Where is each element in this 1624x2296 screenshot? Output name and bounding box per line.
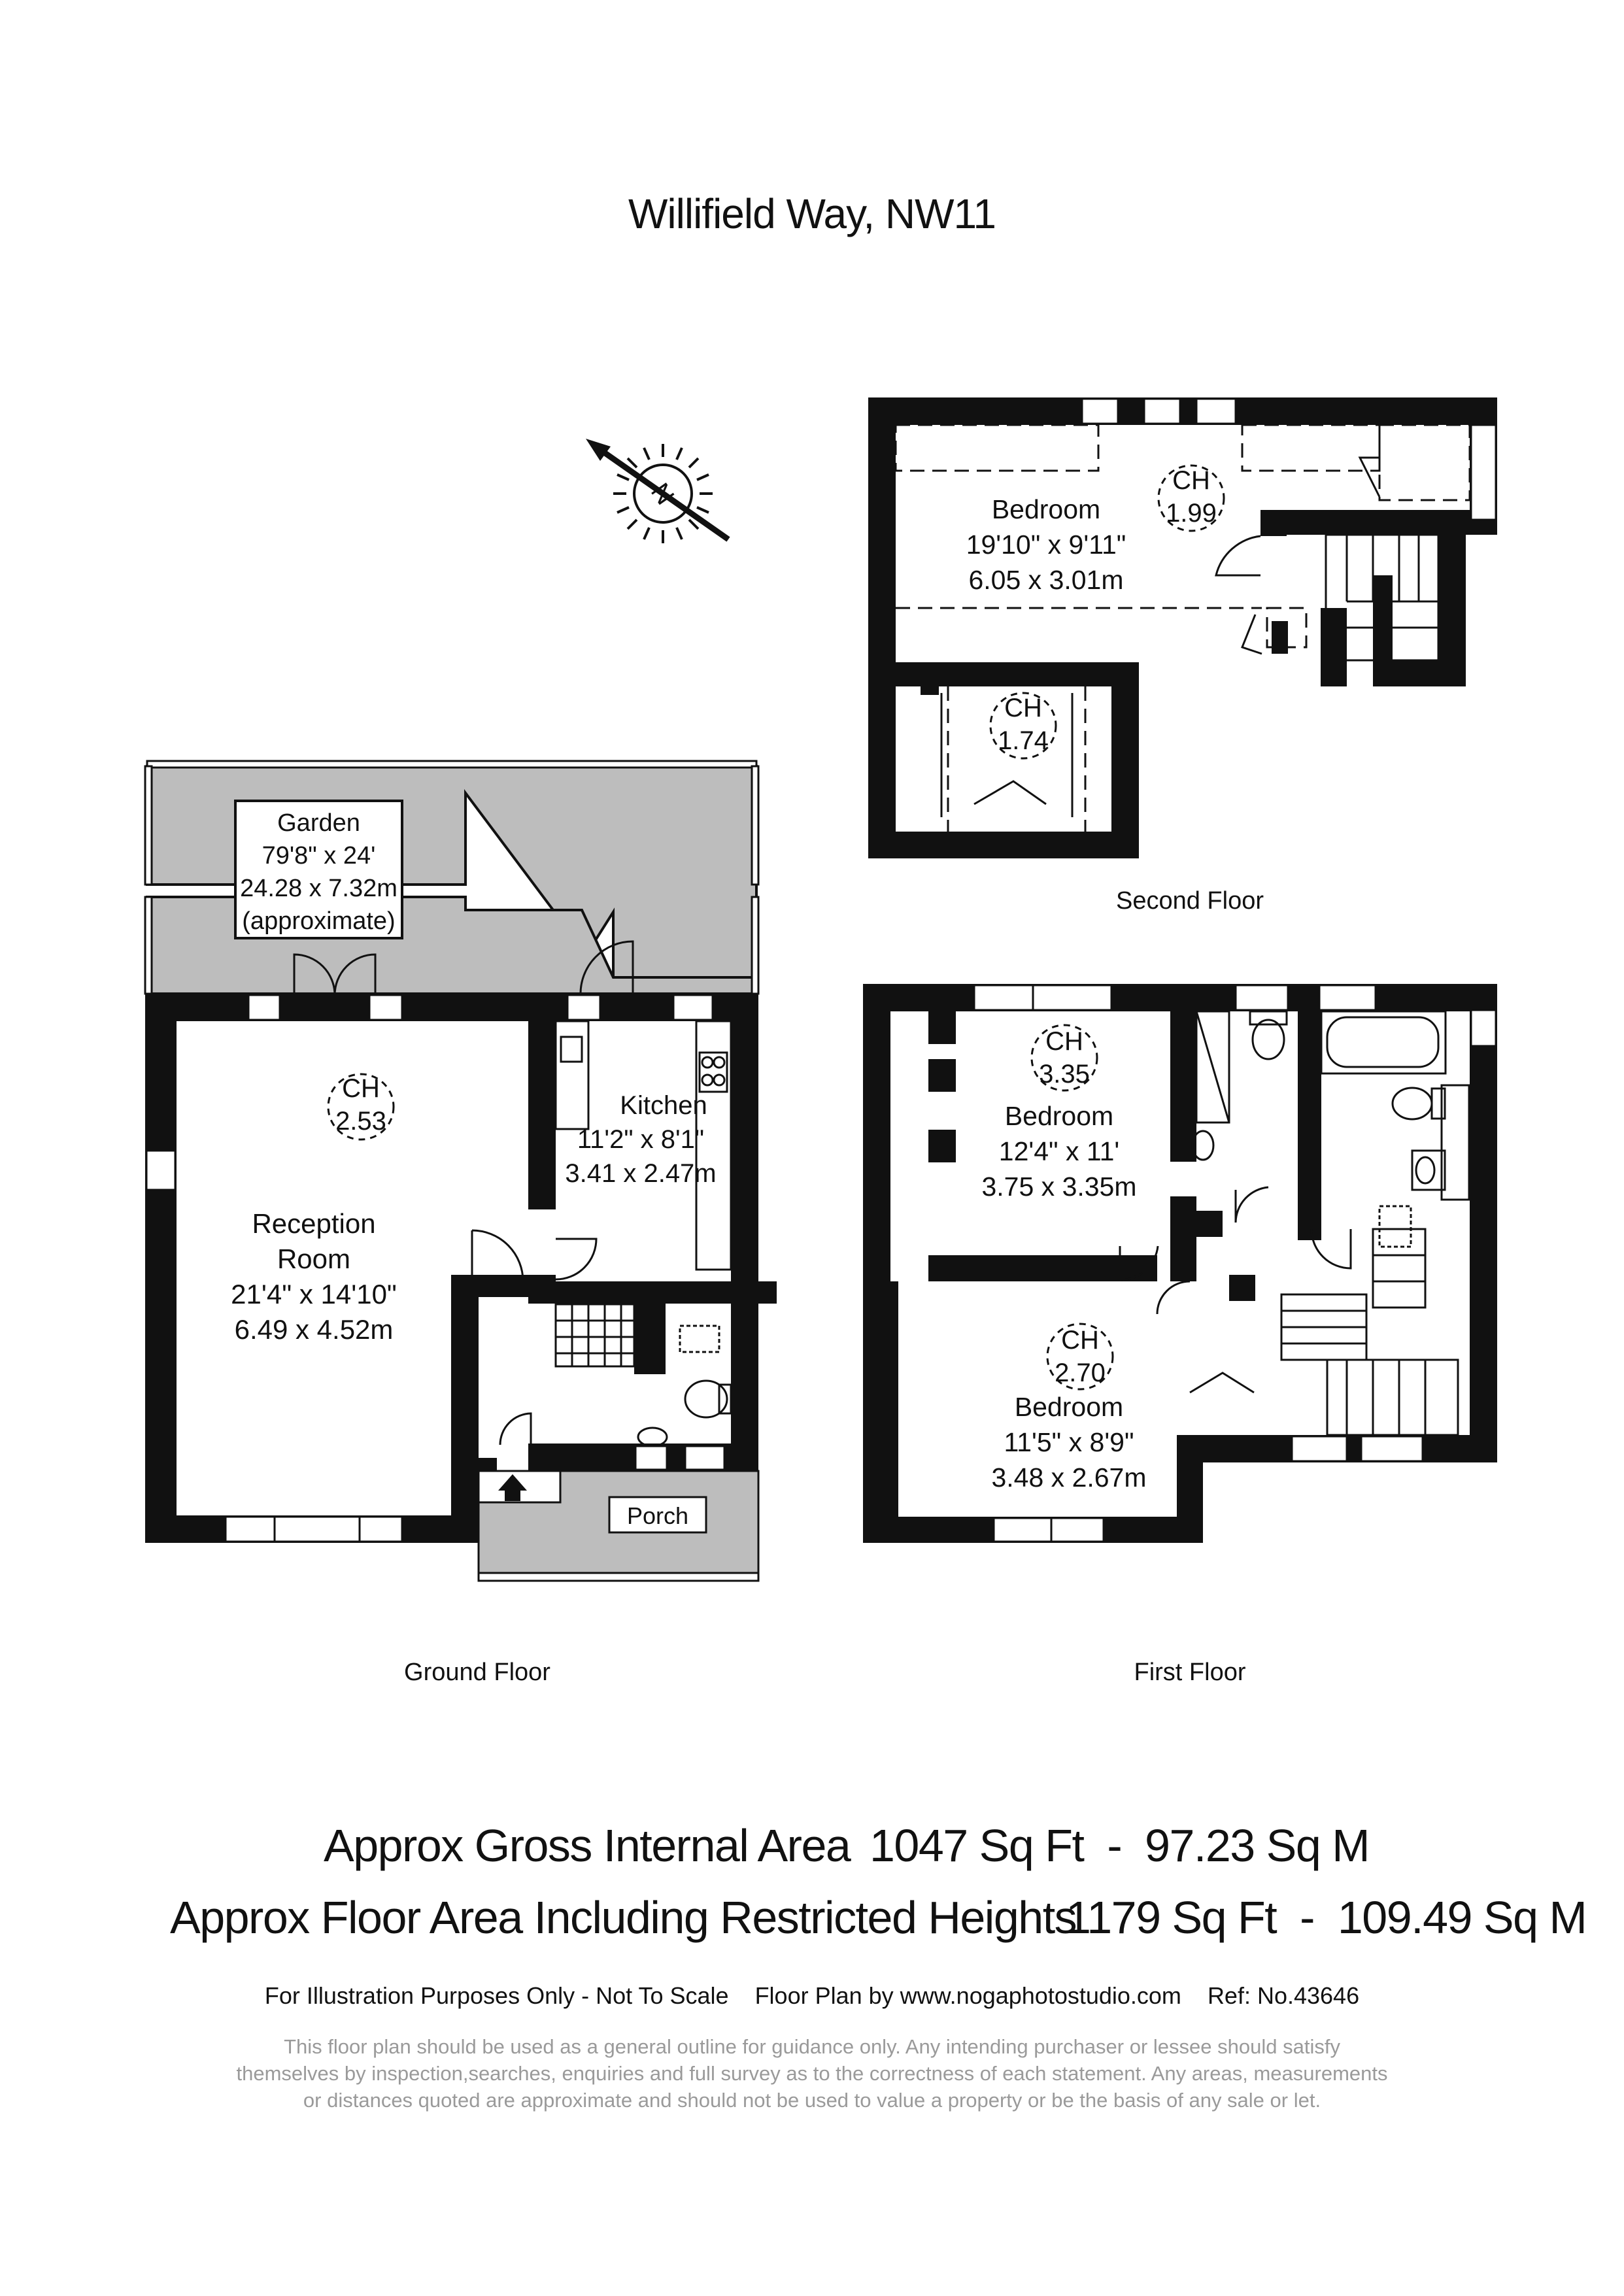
first-bed1-ch xyxy=(1032,1025,1097,1090)
kitchen-fixtures xyxy=(556,1021,731,1446)
footer-line xyxy=(0,1982,1624,2010)
second-store-ch-value: 1.74 xyxy=(998,726,1049,755)
gross-area-label: Approx Gross Internal Area xyxy=(324,1820,851,1871)
ground-stairs xyxy=(556,1304,634,1366)
second-floor-label: Second Floor xyxy=(1115,887,1264,915)
first-bed1-label xyxy=(951,1098,1167,1204)
gross-area-value: 1047 Sq Ft - 97.23 Sq M xyxy=(870,1820,1370,1871)
disclaimer-line-1: This floor plan should be used as a general outline for guidance only. Any intending purchaser or lessee should satisfy xyxy=(284,2035,1340,2058)
first-bed2-metric: 3.48 x 2.67m xyxy=(991,1462,1147,1493)
ground-floor-label: Ground Floor xyxy=(404,1659,550,1686)
reception-label xyxy=(203,1206,425,1347)
reception-imperial: 21'4" x 14'10" xyxy=(231,1279,397,1309)
reception-name-1: Reception xyxy=(252,1208,376,1239)
garden-name: Garden xyxy=(277,809,360,837)
disclaimer-line-2: themselves by inspection,searches, enquiries and full survey as to the correctness of each statement. Any areas, measurements xyxy=(236,2062,1388,2085)
second-store-ch-label: CH xyxy=(1004,694,1042,722)
porch-label: Porch xyxy=(626,1502,689,1529)
first-bed2-label xyxy=(961,1389,1177,1495)
first-bed2-imperial: 11'5" x 8'9" xyxy=(1004,1427,1134,1457)
first-bed1-metric: 3.75 x 3.35m xyxy=(981,1172,1137,1202)
second-bed-metric: 6.05 x 3.01m xyxy=(968,565,1124,595)
first-bed1-ch-value: 3.35 xyxy=(1039,1060,1090,1089)
kitchen-imperial: 11'2" x 8'1" xyxy=(577,1125,705,1154)
garden-metric: 24.28 x 7.32m xyxy=(240,875,398,902)
reception-ch-label: CH xyxy=(342,1074,380,1103)
restricted-area-label: Approx Floor Area Including Restricted Heights xyxy=(170,1892,1077,1943)
disclaimer-line-3: or distances quoted are approximate and should not be used to value a property or be the basis of any sale or let. xyxy=(303,2089,1321,2112)
garden-note: (approximate) xyxy=(242,907,396,935)
second-bed-ch-value: 1.99 xyxy=(1166,499,1217,528)
second-bed-label xyxy=(935,492,1157,598)
first-bed2-ch xyxy=(1047,1324,1113,1389)
first-bed1-name: Bedroom xyxy=(1004,1101,1114,1131)
first-floor-label: First Floor xyxy=(1134,1659,1246,1686)
reception-ch-value: 2.53 xyxy=(335,1107,386,1136)
footer-ref: Ref: No.43646 xyxy=(1207,1982,1360,2009)
footer-illustration: For Illustration Purposes Only - Not To Scale xyxy=(264,1982,729,2009)
north-compass-icon xyxy=(586,439,728,543)
footer-by: Floor Plan by www.nogaphotostudio.com xyxy=(754,1982,1181,2009)
reception-name-2: Room xyxy=(277,1243,351,1274)
second-store-ch xyxy=(990,692,1056,757)
second-bed-name: Bedroom xyxy=(991,494,1101,524)
restricted-area-value: 1179 Sq Ft - 109.49 Sq M xyxy=(1066,1892,1587,1943)
first-bed2-ch-value: 2.70 xyxy=(1055,1359,1106,1387)
kitchen-label xyxy=(556,1089,726,1190)
kitchen-name: Kitchen xyxy=(620,1091,707,1120)
first-bed2-name: Bedroom xyxy=(1014,1392,1124,1422)
second-bed-imperial: 19'10" x 9'11" xyxy=(966,530,1126,560)
first-bed1-imperial: 12'4" x 11' xyxy=(998,1136,1120,1166)
plan-title: Willifield Way, NW11 xyxy=(628,190,996,237)
second-bed-ch-label: CH xyxy=(1172,466,1210,495)
kitchen-metric: 3.41 x 2.47m xyxy=(565,1159,717,1188)
garden-imperial: 79'8" x 24' xyxy=(262,842,376,869)
second-bed-ch xyxy=(1159,464,1224,530)
garden-label xyxy=(235,807,402,937)
reception-metric: 6.49 x 4.52m xyxy=(234,1314,394,1345)
first-bed1-ch-label: CH xyxy=(1045,1027,1083,1056)
disclaimer-block xyxy=(0,2033,1624,2114)
first-bed2-ch-label: CH xyxy=(1061,1326,1099,1355)
compass-n-label: N xyxy=(645,478,680,511)
reception-ch xyxy=(328,1072,394,1138)
